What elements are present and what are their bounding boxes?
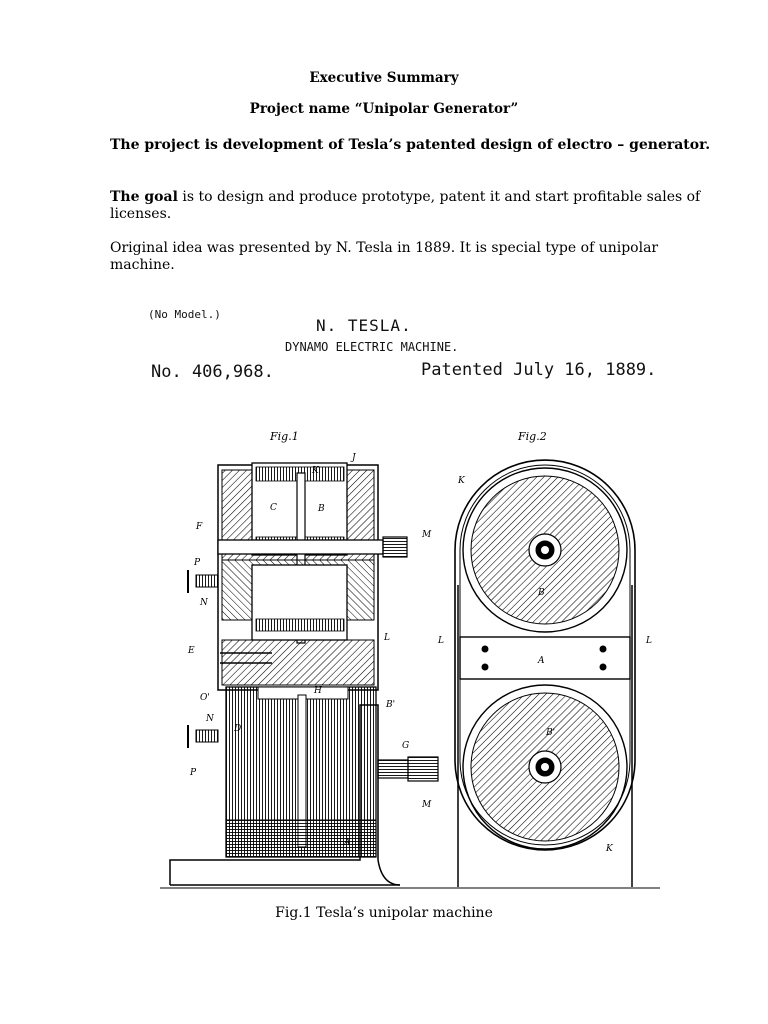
svg-text:C: C bbox=[270, 503, 277, 513]
goal-paragraph bbox=[110, 189, 716, 223]
heading: Executive Summary bbox=[309, 70, 459, 86]
svg-text:M: M bbox=[422, 800, 432, 810]
fig2-label: Fig.2 bbox=[518, 430, 547, 443]
svg-text:D: D bbox=[234, 724, 242, 734]
fig1-label: Fig.1 bbox=[270, 430, 299, 443]
patent-inventor: N. TESLA. bbox=[316, 316, 412, 335]
svg-text:E: E bbox=[188, 646, 195, 656]
svg-text:B': B' bbox=[546, 728, 556, 738]
goal-label: The goal bbox=[110, 189, 178, 205]
svg-text:P: P bbox=[194, 558, 201, 568]
svg-text:A: A bbox=[344, 838, 351, 848]
patent-no-model: (No Model.) bbox=[148, 308, 221, 321]
patent-title: DYNAMO ELECTRIC MACHINE. bbox=[285, 340, 459, 354]
svg-text:N: N bbox=[206, 714, 214, 724]
svg-text:H: H bbox=[314, 686, 322, 696]
svg-text:L: L bbox=[438, 636, 444, 646]
svg-text:B: B bbox=[318, 504, 325, 514]
goal-text: is to design and produce prototype, patent it and start profitable sales of licenses. bbox=[110, 189, 701, 222]
figure-caption: Fig.1 Tesla’s unipolar machine bbox=[275, 905, 493, 921]
fig2-drawing bbox=[437, 430, 652, 887]
svg-text:A: A bbox=[538, 656, 545, 666]
svg-text:L: L bbox=[384, 633, 390, 643]
svg-text:P: P bbox=[190, 768, 197, 778]
svg-text:K: K bbox=[606, 844, 613, 854]
svg-text:N: N bbox=[200, 598, 208, 608]
intro-paragraph: The project is development of Tesla’s patented design of electro – generator. bbox=[110, 137, 711, 153]
svg-text:J: J bbox=[352, 453, 356, 463]
svg-text:F: F bbox=[196, 522, 203, 532]
svg-text:G: G bbox=[402, 741, 410, 751]
project-name: Project name “Unipolar Generator” bbox=[249, 101, 519, 117]
svg-text:B': B' bbox=[386, 700, 396, 710]
svg-text:B: B bbox=[538, 588, 545, 598]
svg-text:L: L bbox=[646, 636, 652, 646]
patent-date: Patented July 16, 1889. bbox=[421, 360, 657, 380]
svg-text:K: K bbox=[458, 476, 465, 486]
patent-drawing bbox=[160, 415, 660, 895]
fig1-drawing bbox=[170, 430, 438, 885]
svg-text:O': O' bbox=[200, 693, 210, 703]
origin-paragraph: Original idea was presented by N. Tesla in 1889. It is special type of unipolar machine. bbox=[110, 240, 659, 273]
svg-text:M: M bbox=[422, 530, 432, 540]
patent-number: No. 406,968. bbox=[151, 362, 274, 382]
svg-text:K: K bbox=[312, 466, 319, 476]
